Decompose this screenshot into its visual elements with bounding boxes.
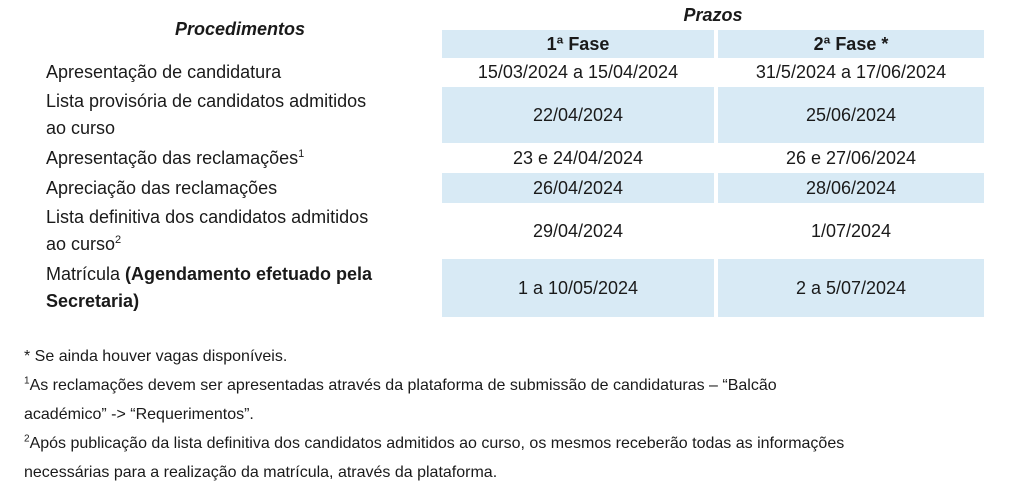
footnote-marker: 2 [115, 234, 122, 246]
fase2-date: 31/5/2024 a 17/06/2024 [755, 62, 947, 82]
procedure-cell [38, 87, 442, 143]
fase1-date: 29/04/2024 [442, 203, 718, 259]
fase2-date: 28/06/2024 [718, 173, 984, 203]
procedure-cell [38, 203, 442, 259]
table-row [38, 58, 984, 87]
procedure-cell [38, 143, 442, 173]
procedure-line-1: Lista definitiva dos candidatos admitidos [46, 207, 369, 227]
procedure-line-1: Lista provisória de candidatos admitidos [46, 91, 367, 111]
procedure-prefix: Matrícula [46, 264, 126, 284]
header-fase-1: 1ª Fase [442, 30, 718, 58]
note-asterisk: * Se ainda houver vagas disponíveis. [24, 348, 288, 365]
fase2-date: 1/07/2024 [810, 220, 892, 241]
fase1-date: 26/04/2024 [442, 173, 718, 203]
footnotes [24, 342, 1004, 487]
note-1-marker: 1 [24, 375, 30, 387]
note-1 [24, 371, 1004, 429]
header-procedimentos: Procedimentos [174, 18, 306, 39]
table-row [38, 203, 984, 259]
fase1-date: 15/03/2024 a 15/04/2024 [442, 58, 718, 87]
procedure-bold-line-2: Secretaria) [46, 291, 140, 311]
procedure-cell [38, 259, 442, 317]
deadlines-table [38, 0, 984, 317]
note-2 [24, 429, 1004, 487]
procedure-cell: Apreciação das reclamações [38, 173, 442, 203]
fase2-date: 25/06/2024 [718, 87, 984, 143]
header-row-prazos [38, 0, 984, 30]
procedure-text: Apresentação das reclamações [46, 147, 299, 168]
procedure-cell: Apresentação de candidatura [46, 62, 282, 82]
fase1-date: 23 e 24/04/2024 [442, 143, 718, 173]
header-prazos: Prazos [683, 4, 743, 25]
footnote-marker: 1 [298, 147, 305, 160]
note-2-line-2: necessárias para a realização da matrícula, através da plataforma. [24, 464, 498, 481]
note-2-line-1: Após publicação da lista definitiva dos candidatos admitidos ao curso, os mesmos receberão todas as informações [29, 435, 845, 452]
procedure-line-2: ao curso [46, 118, 116, 138]
procedure-bold-line-1: (Agendamento efetuado pela [125, 264, 373, 284]
note-2-marker: 2 [24, 433, 30, 445]
fase1-date: 22/04/2024 [442, 87, 718, 143]
procedure-line-2: ao curso [46, 234, 116, 254]
note-1-line-1: As reclamações devem ser apresentadas através da plataforma de submissão de candidaturas – “Balcão [29, 377, 777, 394]
table-row [38, 173, 984, 203]
note-1-line-2: académico” -> “Requerimentos”. [24, 406, 254, 423]
fase1-date: 1 a 10/05/2024 [442, 259, 718, 317]
table-row [38, 87, 984, 143]
header-fase-2: 2ª Fase * [718, 30, 984, 58]
fase2-date: 26 e 27/06/2024 [785, 147, 917, 168]
table-row [38, 259, 984, 317]
table-row [38, 143, 984, 173]
fase2-date: 2 a 5/07/2024 [718, 259, 984, 317]
